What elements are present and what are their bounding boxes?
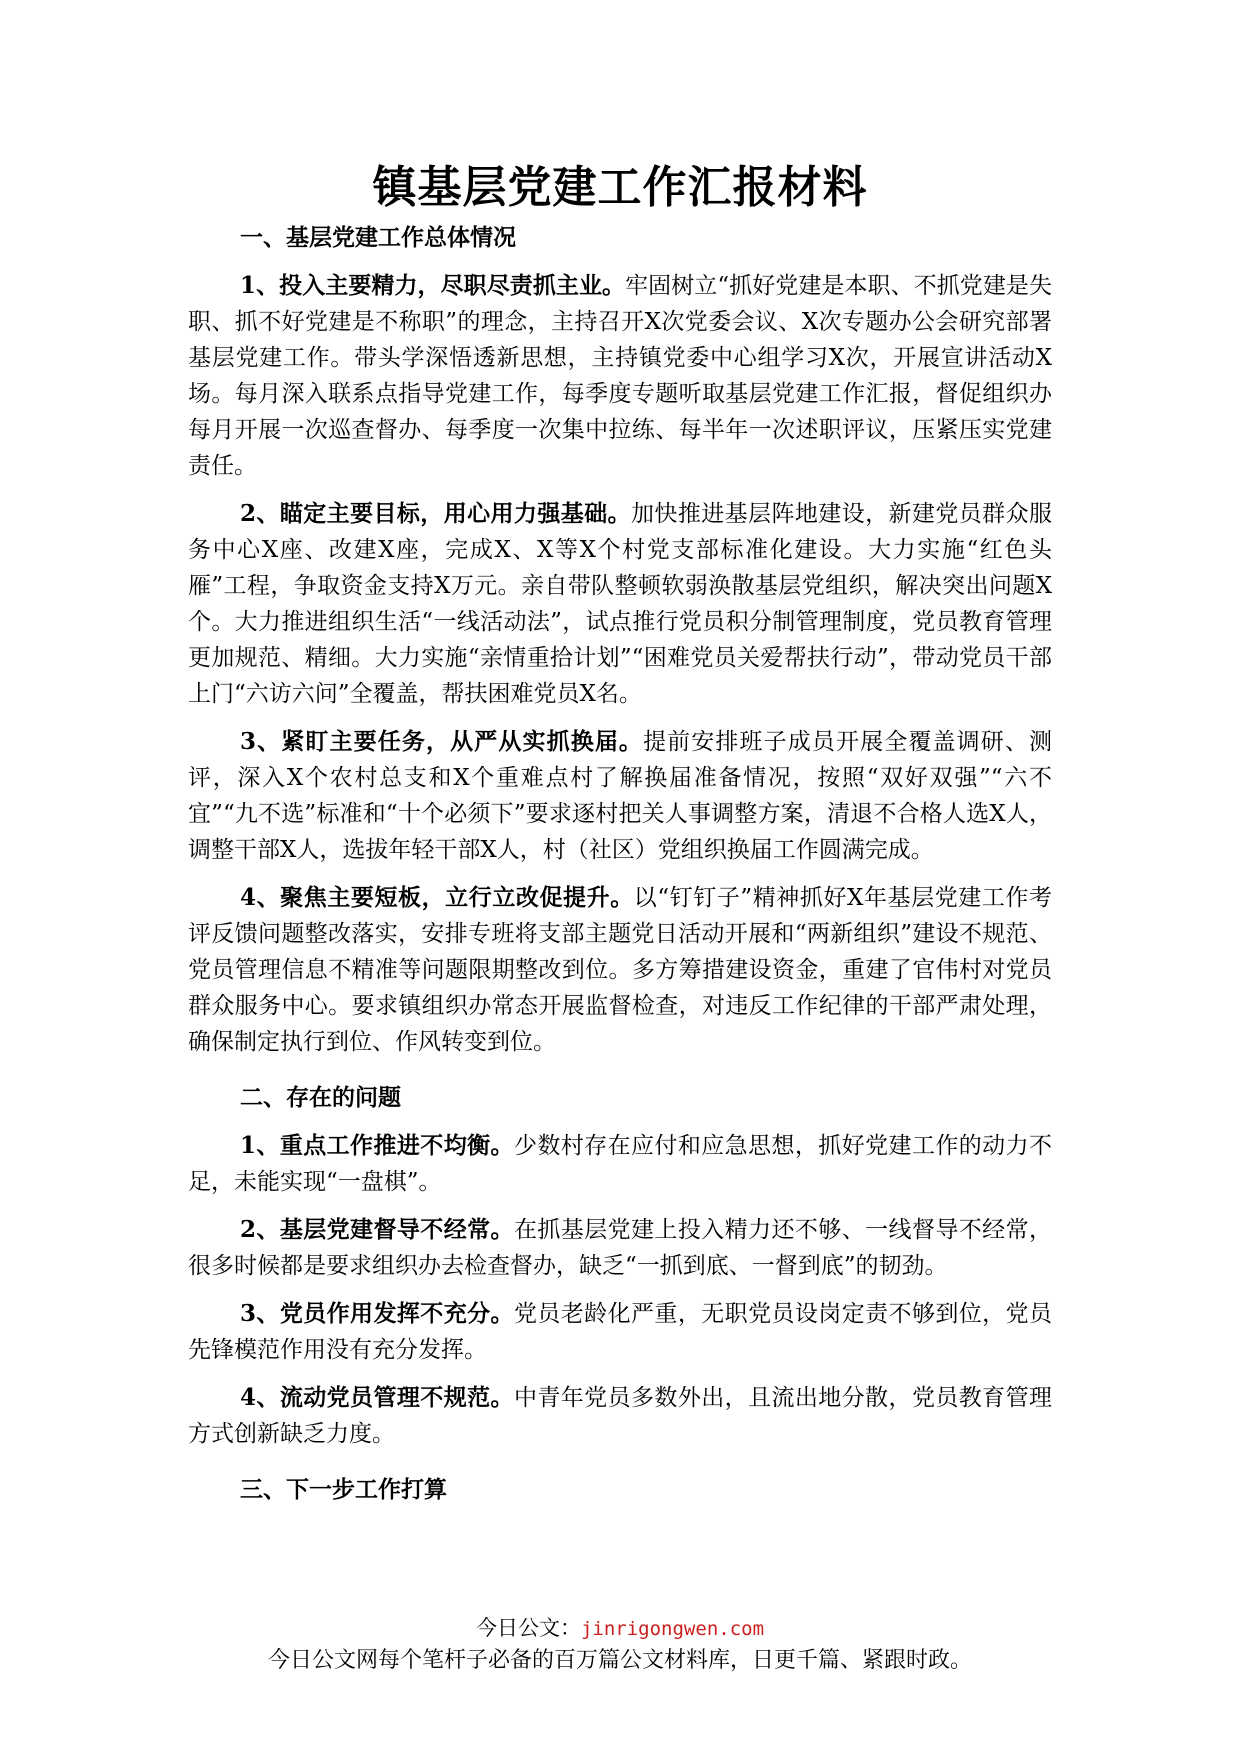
footer-site-label: 今日公文： [475, 1616, 581, 1640]
section-heading: 二、存在的问题 [240, 1084, 401, 1111]
paragraph [188, 496, 1052, 712]
paragraph-text: 提前安排班子成员开展全覆盖调研、测评，深入X个农村总支和X个重难点村了解换届准备情况，按照“双好双强”“六不宜”“九不选”标准和“十个必须下”要求逐村把关人事调整方案，清退不合格人选X人，调整干部X人，选拔年轻干部X人，村（社区）党组织换届工作圆满完成。 [188, 729, 1052, 863]
paragraph-text: 少数村存在应付和应急思想，抓好党建工作的动力不足，未能实现“一盘棋”。 [188, 1133, 1053, 1195]
footer-site-line [0, 1614, 1240, 1643]
section-heading: 三、下一步工作打算 [240, 1476, 447, 1503]
paragraph-text: 以“钉钉子”精神抓好X年基层党建工作考评反馈问题整改落实，安排专班将支部主题党日活动开展和“两新组织”建设不规范、党员管理信息不精准等问题限期整改到位。多方筹措建设资金，重建了官伟村对党员群众服务中心。要求镇组织办常态开展监督检查，对违反工作纪律的干部严肃处理，确保制定执行到位、作风转变到位。 [188, 885, 1052, 1055]
paragraph-lead: 2、瞄定主要目标，用心用力强基础。 [240, 500, 631, 527]
paragraph [188, 1212, 1052, 1284]
paragraph-text: 在抓基层党建上投入精力还不够、一线督导不经常，很多时候都是要求组织办去检查督办，缺乏“一抓到底、一督到底”的韧劲。 [188, 1217, 1053, 1279]
paragraph [188, 1380, 1052, 1452]
document-title: 镇基层党建工作汇报材料 [372, 162, 868, 213]
paragraph-lead: 4、聚焦主要短板，立行立改促提升。 [240, 884, 634, 911]
paragraph [188, 724, 1052, 868]
footer-site-link[interactable]: jinrigongwen.com [580, 1618, 765, 1640]
paragraph-lead: 1、投入主要精力，尽职尽责抓主业。 [240, 272, 626, 299]
footer-tagline: 今日公文网每个笔杆子必备的百万篇公文材料库，日更千篇、紧跟时政。 [267, 1648, 972, 1673]
section-heading: 一、基层党建工作总体情况 [240, 224, 516, 251]
paragraph-text: 中青年党员多数外出，且流出地分散，党员教育管理方式创新缺乏力度。 [188, 1385, 1053, 1447]
paragraph [188, 880, 1052, 1060]
paragraph-lead: 3、党员作用发挥不充分。 [240, 1300, 514, 1327]
paragraph-text: 牢固树立“抓好党建是本职、不抓党建是失职、抓不好党建是不称职”的理念，主持召开X次党委会议、X次专题办公会研究部署基层党建工作。带头学深悟透新思想，主持镇党委中心组学习X次，开展宣讲活动X场。每月深入联系点指导党建工作，每季度专题听取基层党建工作汇报，督促组织办每月开展一次巡查督办、每季度一次集中拉练、每半年一次述职评议，压紧压实党建责任。 [188, 273, 1052, 479]
paragraph-lead: 2、基层党建督导不经常。 [240, 1216, 514, 1243]
paragraph-text: 党员老龄化严重，无职党员设岗定责不够到位，党员先锋模范作用没有充分发挥。 [188, 1301, 1053, 1363]
paragraph [188, 1296, 1052, 1368]
document-body [188, 222, 1052, 1520]
paragraph-lead: 1、重点工作推进不均衡。 [240, 1132, 514, 1159]
paragraph-text: 加快推进基层阵地建设，新建党员群众服务中心X座、改建X座，完成X、X等X个村党支部标准化建设。大力实施“红色头雁”工程，争取资金支持X万元。亲自带队整顿软弱涣散基层党组织，解决突出问题X个。大力推进组织生活“一线活动法”，试点推行党员积分制管理制度，党员教育管理更加规范、精细。大力实施“亲情重拾计划”“困难党员关爱帮扶行动”，带动党员干部上门“六访六问”全覆盖，帮扶困难党员X名。 [188, 501, 1052, 707]
paragraph [188, 268, 1052, 484]
paragraph-lead: 3、紧盯主要任务，从严从实抓换届。 [240, 728, 644, 755]
paragraph [188, 1128, 1052, 1200]
paragraph-lead: 4、流动党员管理不规范。 [240, 1384, 514, 1411]
